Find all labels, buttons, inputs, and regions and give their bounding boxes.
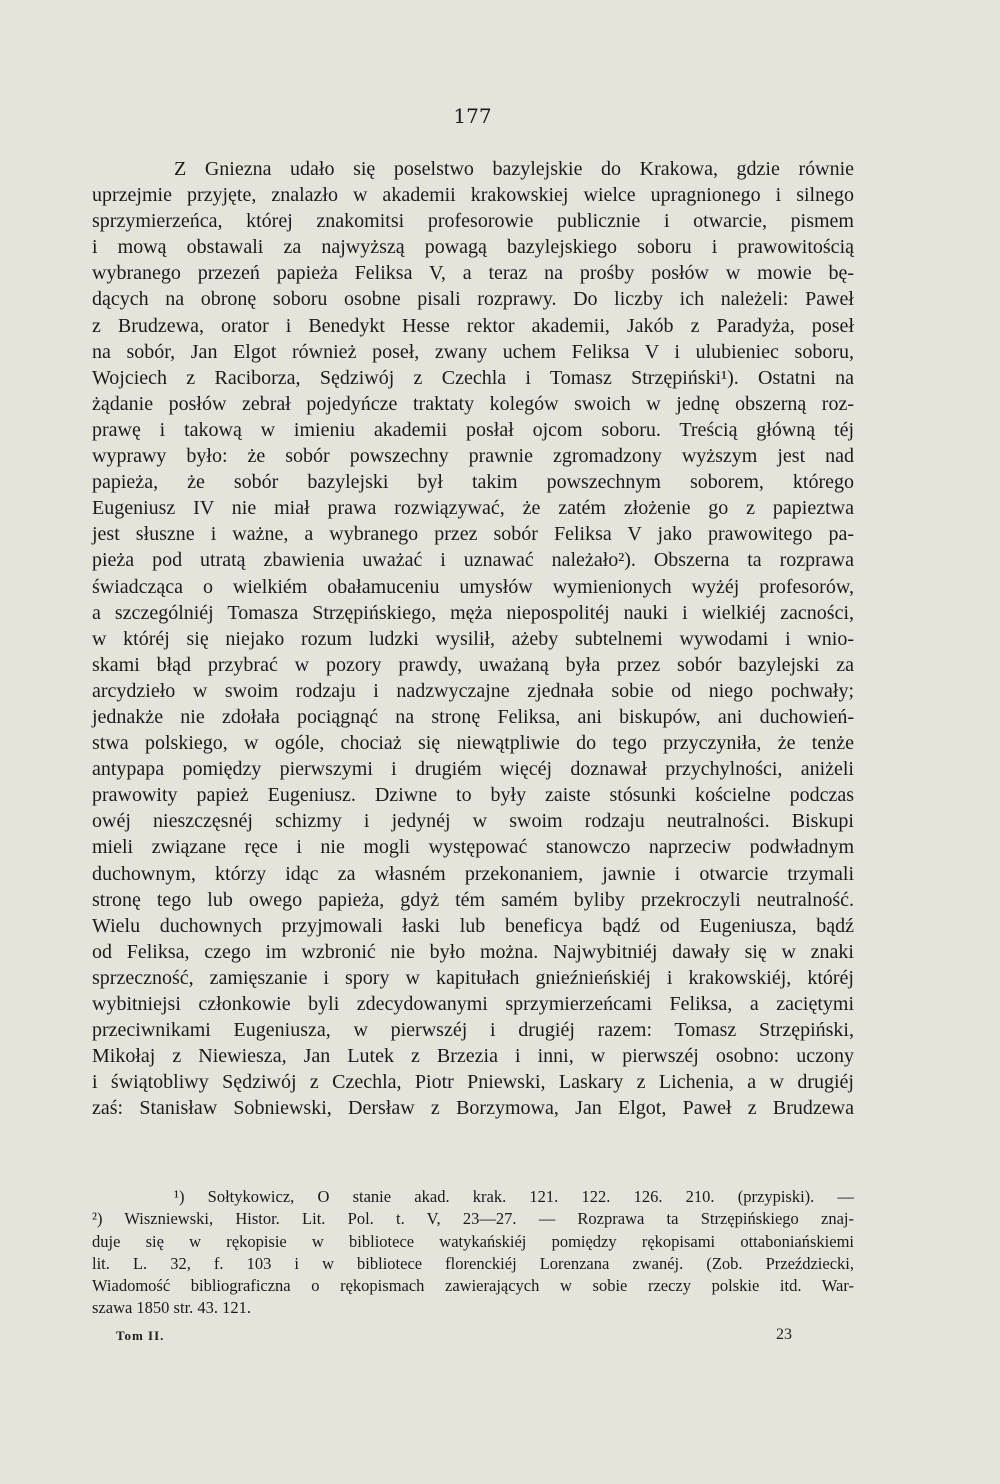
- footnotes: [92, 1186, 854, 1320]
- page-number: 177: [453, 104, 492, 128]
- footnote-line: duje się w rękopisie w bibliotece watykańskiéj pomiędzy rękopisami ottaboniańskiemi: [92, 1231, 854, 1251]
- text-line: mieli związane ręce i nie mogli występować stanowczo naprzeciw podwładnym: [92, 836, 854, 859]
- text-line: dących na obronę soboru osobne pisali rozprawy. Do liczby ich należeli: Paweł: [92, 288, 854, 311]
- text-line: żądanie posłów zebrał pojedyńcze traktaty kolegów swoich w jednę obszerną roz-: [92, 392, 854, 415]
- text-line: zaś: Stanisław Sobniewski, Dersław z Borzymowa, Jan Elgot, Paweł z Brudzewa: [92, 1097, 854, 1120]
- text-line: stwa polskiego, w ogóle, chociaż się niewątpliwie do tego przyczyniła, że tenże: [92, 732, 854, 755]
- signature-mark: 23: [776, 1326, 792, 1343]
- footnote-line: ¹) Sołtykowicz, O stanie akad. krak. 121. 122. 126. 210. (przypiski). —: [174, 1187, 854, 1206]
- text-line: Z Gniezna udało się poselstwo bazylejskie do Krakowa, gdzie równie: [174, 158, 854, 180]
- text-line: pieża pod utratą zbawienia uważać i uznawać należało²). Obszerna ta rozprawa: [92, 549, 854, 572]
- text-line: i mową obstawali za najwyższą powagą bazylejskiego soboru i prawowitością: [92, 236, 854, 259]
- text-line: sprzymierzeńca, której znakomitsi profesorowie publicznie i otwarcie, pismem: [92, 210, 854, 233]
- text-line: w któréj się niejako rozum ludzki wysilił, ażeby subtelnemi wywodami i wnio-: [92, 627, 854, 650]
- text-line: przeciwnikami Eugeniusza, w pierwszéj i drugiéj razem: Tomasz Strzępiński,: [92, 1019, 854, 1042]
- text-line: antypapa pomiędzy pierwszymi i drugiém więcéj doznawał przychylności, aniżeli: [92, 758, 854, 781]
- footnote-line: ²) Wiszniewski, Histor. Lit. Pol. t. V, 23—27. — Rozprawa ta Strzępińskiego znaj-: [92, 1209, 854, 1229]
- footnote-line: szawa 1850 str. 43. 121.: [92, 1298, 252, 1318]
- text-line: arcydzieło w swoim rodzaju i nadzwyczajne zjednała sobie od niego pochwały;: [92, 679, 854, 702]
- text-line: i świątobliwy Sędziwój z Czechla, Piotr Pniewski, Laskary z Lichenia, a w drugiéj: [92, 1071, 854, 1094]
- text-line: na sobór, Jan Elgot również poseł, zwany uchem Feliksa V i ulubieniec soboru,: [92, 340, 854, 363]
- text-line: prawę i takową w imieniu akademii posłał ojcom soboru. Treścią główną téj: [92, 418, 854, 441]
- text-line: jest słuszne i ważne, a wybranego przez sobór Feliksa V jako prawowitego pa-: [92, 523, 854, 546]
- text-line: uprzejmie przyjęte, znalazło w akademii krakowskiej wielce upragnionego i silnego: [92, 184, 854, 207]
- main-text: [92, 156, 854, 1121]
- text-line: świadcząca o wielkiém obałamuceniu umysłów wymienionych wyżéj profesorów,: [92, 575, 854, 598]
- text-line: sprzeczność, zamięszanie i spory w kapitułach gnieźnieńskiéj i krakowskiéj, któréj: [92, 966, 854, 989]
- text-line: duchownym, którzy idąc za własném przekonaniem, jawnie i otwarcie trzymali: [92, 862, 854, 885]
- text-line: jednakże nie zdołała pociągnąć na stronę Feliksa, ani biskupów, ani duchowień-: [92, 705, 854, 728]
- text-line: Wojciech z Raciborza, Sędziwój z Czechla i Tomasz Strzępiński¹). Ostatni na: [92, 366, 854, 389]
- text-line: owéj nieszczęsnéj schizmy i jedynéj w swoim rodzaju neutralności. Biskupi: [92, 810, 854, 833]
- footnote-line: lit. L. 32, f. 103 i w bibliotece florenckiéj Lorenzana zwanéj. (Zob. Przeździecki,: [92, 1253, 854, 1273]
- text-line: Eugeniusz IV nie miał prawa rozwiązywać, że zatém złożenie go z papieztwa: [92, 497, 854, 520]
- footnote-line: Wiadomość bibliograficzna o rękopismach zawierających w sobie rzeczy polskie itd. War-: [92, 1276, 854, 1296]
- text-line: z Brudzewa, orator i Benedykt Hesse rektor akademii, Jakób z Paradyża, poseł: [92, 314, 854, 337]
- text-line: a szczególniéj Tomasza Strzępińskiego, męża niepospolitéj nauki i wielkiéj zacności,: [92, 601, 854, 624]
- volume-label: Tom II.: [116, 1328, 165, 1343]
- text-line: skami błąd przybrać w pozory prawdy, uważaną była przez sobór bazylejski za: [92, 653, 854, 676]
- text-line: wybranego przezeń papieża Feliksa V, a teraz na prośby posłów w mowie bę-: [92, 262, 854, 285]
- text-line: wybitniejsi członkowie byli zdecydowanymi sprzymierzeńcami Feliksa, a zaciętymi: [92, 993, 854, 1015]
- text-line: prawowity papież Eugeniusz. Dziwne to były zaiste stósunki kościelne podczas: [92, 784, 854, 807]
- text-line: Wielu duchownych przyjmowali łaski lub beneficya bądź od Eugeniusza, bądź: [92, 914, 854, 937]
- text-line: od Feliksa, czego im wzbronić nie było można. Najwybitniéj dawały się w znaki: [92, 940, 854, 963]
- text-line: stronę tego lub owego papieża, gdyż tém samém byliby przekroczyli neutralność.: [92, 888, 854, 911]
- text-line: Mikołaj z Niewiesza, Jan Lutek z Brzezia i inni, w pierwszéj osobno: uczony: [92, 1045, 854, 1068]
- text-line: wyprawy było: że sobór powszechny prawnie zgromadzony wyższym jest nad: [92, 445, 854, 468]
- text-line: papieża, że sobór bazylejski był takim powszechnym soborem, którego: [92, 471, 854, 494]
